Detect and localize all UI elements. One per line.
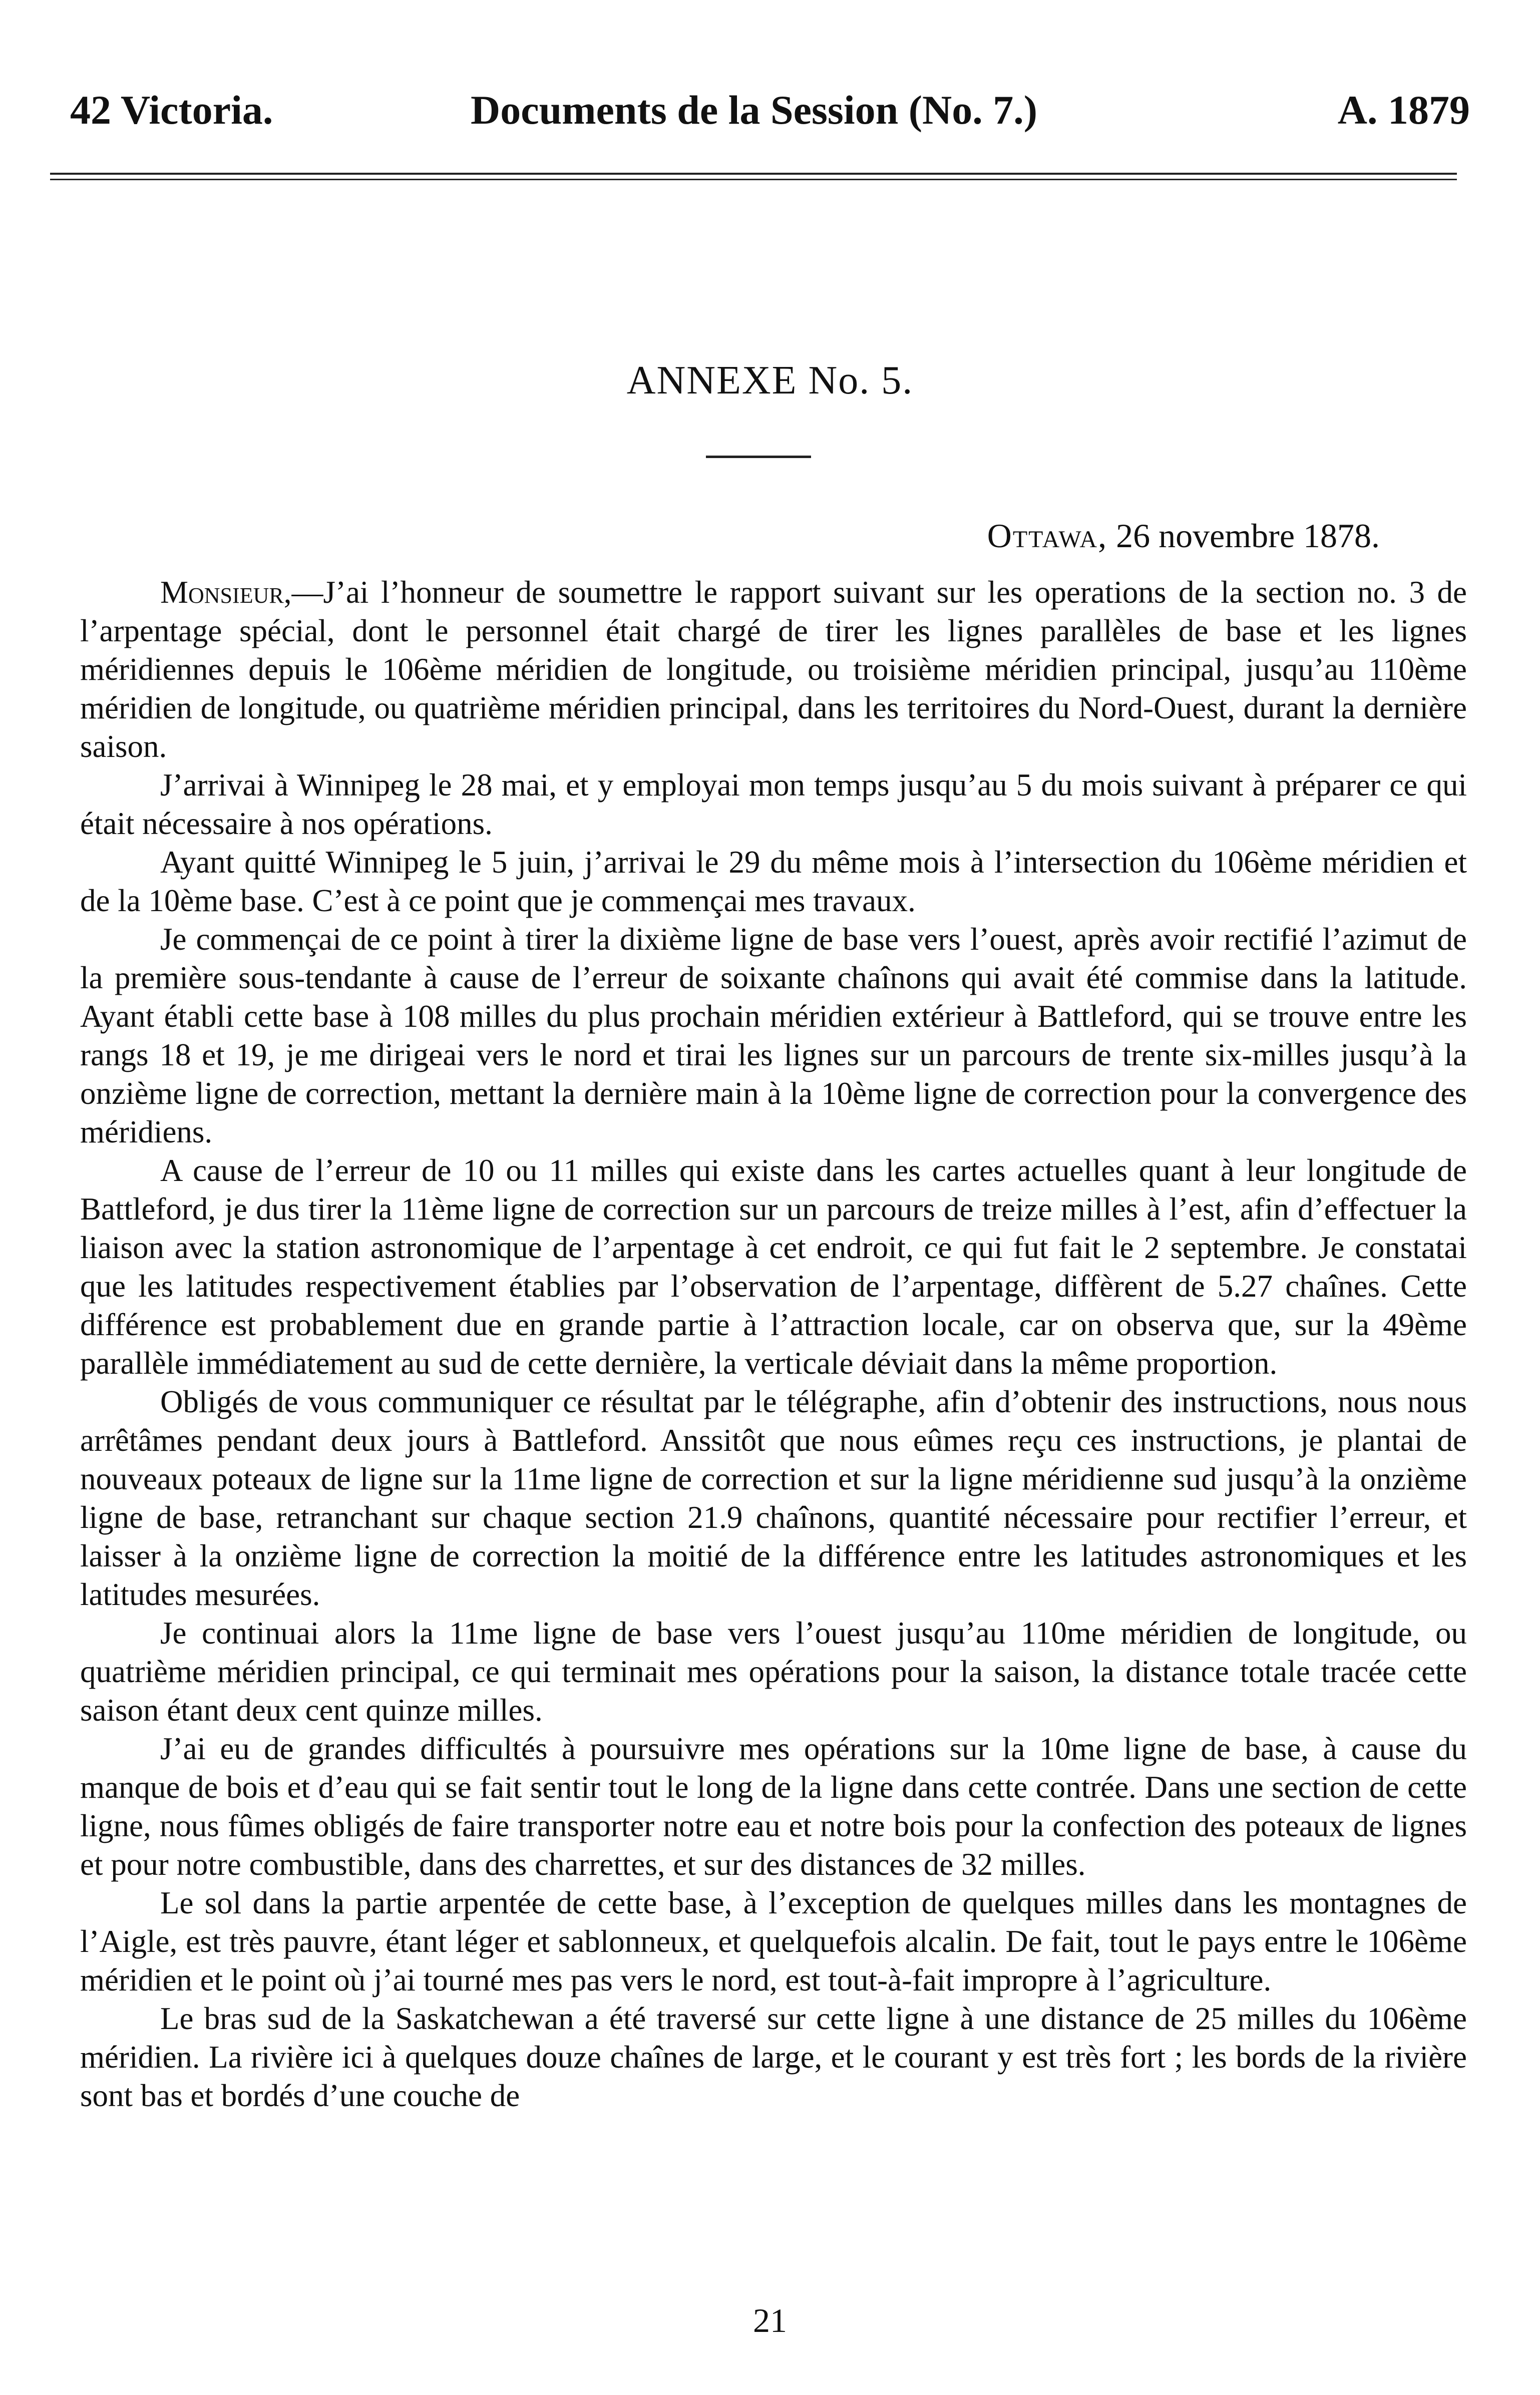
- paragraph-text: —J’ai l’honneur de soumettre le rapport suivant sur les operations de la section no. 3 de l’arpentage spécial, dont le personnel était chargé de tirer les lignes parallèles de base et les lignes méridiennes depuis le 106ème méridien de longitude, ou troisième méridien principal, jusqu’au 110ème méridien de longitude, ou quatrième méridien principal, dans les territoires du Nord-Ouest, durant la dernière saison.: [80, 575, 1467, 764]
- page-number: 21: [753, 2301, 787, 2339]
- paragraph: Obligés de vous communiquer ce résultat par le télégraphe, afin d’obtenir des instructions, nous nous arrêtâmes pendant deux jours à Battleford. Anssitôt que nous eûmes reçu ces instructions, je plantai de nouveaux poteaux de ligne sur la 11me ligne de correction et sur la ligne méridienne sud jusqu’à la onzième ligne de base, retranchant sur chaque section 21.9 chaînons, quantité nécessaire pour rectifier l’erreur, et laisser à la onzième ligne de correction la moitié de la différence entre les latitudes astronomiques et les latitudes mesurées.: [80, 1384, 1467, 1612]
- paragraph: Le sol dans la partie arpentée de cette base, à l’exception de quelques milles dans les montagnes de l’Aigle, est très pauvre, étant léger et sablonneux, et quelquefois alcalin. De fait, tout le pays entre le 106ème méridien et le point où j’ai tourné mes pas vers le nord, est tout-à-fait impropre à l’agriculture.: [80, 1885, 1467, 1998]
- letter-body: [80, 573, 1467, 2115]
- header-rule-top: [50, 173, 1457, 175]
- paragraph: A cause de l’erreur de 10 ou 11 milles qui existe dans les cartes actuelles quant à leur longitude de Battleford, je dus tirer la 11ème ligne de correction sur un parcours de treize milles à l’est, afin d’effectuer la liaison avec la station astronomique de l’arpentage à cet endroit, ce qui fut fait le 2 septembre. Je constatai que les latitudes respectivement établies par l’observation de l’arpentage, diffèrent de 5.27 chaînes. Cette différence est probablement due en grande partie à l’attraction locale, car on observa que, sur la 49ème parallèle immédiatement au sud de cette dernière, la verticale déviait dans la même proportion.: [80, 1153, 1467, 1381]
- paragraph: Je continuai alors la 11me ligne de base vers l’ouest jusqu’au 110me méridien de longitude, ou quatrième méridien principal, ce qui terminait mes opérations pour la saison, la distance totale tracée cette saison étant deux cent quinze milles.: [80, 1616, 1467, 1728]
- header-year: A. 1879: [1337, 87, 1470, 133]
- paragraph: J’arrivai à Winnipeg le 28 mai, et y employai mon temps jusqu’au 5 du mois suivant à préparer ce qui était nécessaire à nos opérations.: [80, 767, 1467, 841]
- dateline-place: Ottawa,: [987, 517, 1108, 555]
- paragraph: [80, 573, 1467, 766]
- title-rule: [706, 456, 811, 458]
- header-rule-bottom: [50, 179, 1457, 180]
- dateline-date: 26 novembre 1878.: [1116, 517, 1380, 555]
- paragraph: Je commençai de ce point à tirer la dixième ligne de base vers l’ouest, après avoir rectifié l’azimut de la première sous-tendante à cause de l’erreur de soixante chaînons qui avait été commise dans la latitude. Ayant établi cette base à 108 milles du plus prochain méridien extérieur à Battleford, qui se trouve entre les rangs 18 et 19, je me dirigeai vers le nord et tirai les lignes sur un parcours de trente six-milles jusqu’à la onzième ligne de correction, mettant la dernière main à la 10ème ligne de correction pour la convergence des méridiens.: [80, 922, 1467, 1149]
- salutation: Monsieur,: [160, 575, 292, 610]
- paragraph: Le bras sud de la Saskatchewan a été traversé sur cette ligne à une distance de 25 milles du 106ème méridien. La rivière ici à quelques douze chaînes de large, et le courant y est très fort ; les bords de la rivière sont bas et bordés d’une couche de: [80, 2001, 1467, 2113]
- header-volume: 42 Victoria.: [70, 87, 273, 133]
- dateline: [987, 513, 1380, 558]
- header-session: Documents de la Session (No. 7.): [471, 87, 1038, 133]
- paragraph: J’ai eu de grandes difficultés à poursuivre mes opérations sur la 10me ligne de base, à cause du manque de bois et d’eau qui se fait sentir tout le long de la ligne dans cette contrée. Dans une section de cette ligne, nous fûmes obligés de faire transporter notre eau et notre bois pour la confection des poteaux de lignes et pour notre combustible, dans des charrettes, et sur des distances de 32 milles.: [80, 1731, 1467, 1882]
- running-header: [70, 80, 1470, 140]
- annex-title: ANNEXE No. 5.: [626, 358, 914, 403]
- paragraph: Ayant quitté Winnipeg le 5 juin, j’arrivai le 29 du même mois à l’intersection du 106ème méridien et de la 10ème base. C’est à ce point que je commençai mes travaux.: [80, 845, 1467, 918]
